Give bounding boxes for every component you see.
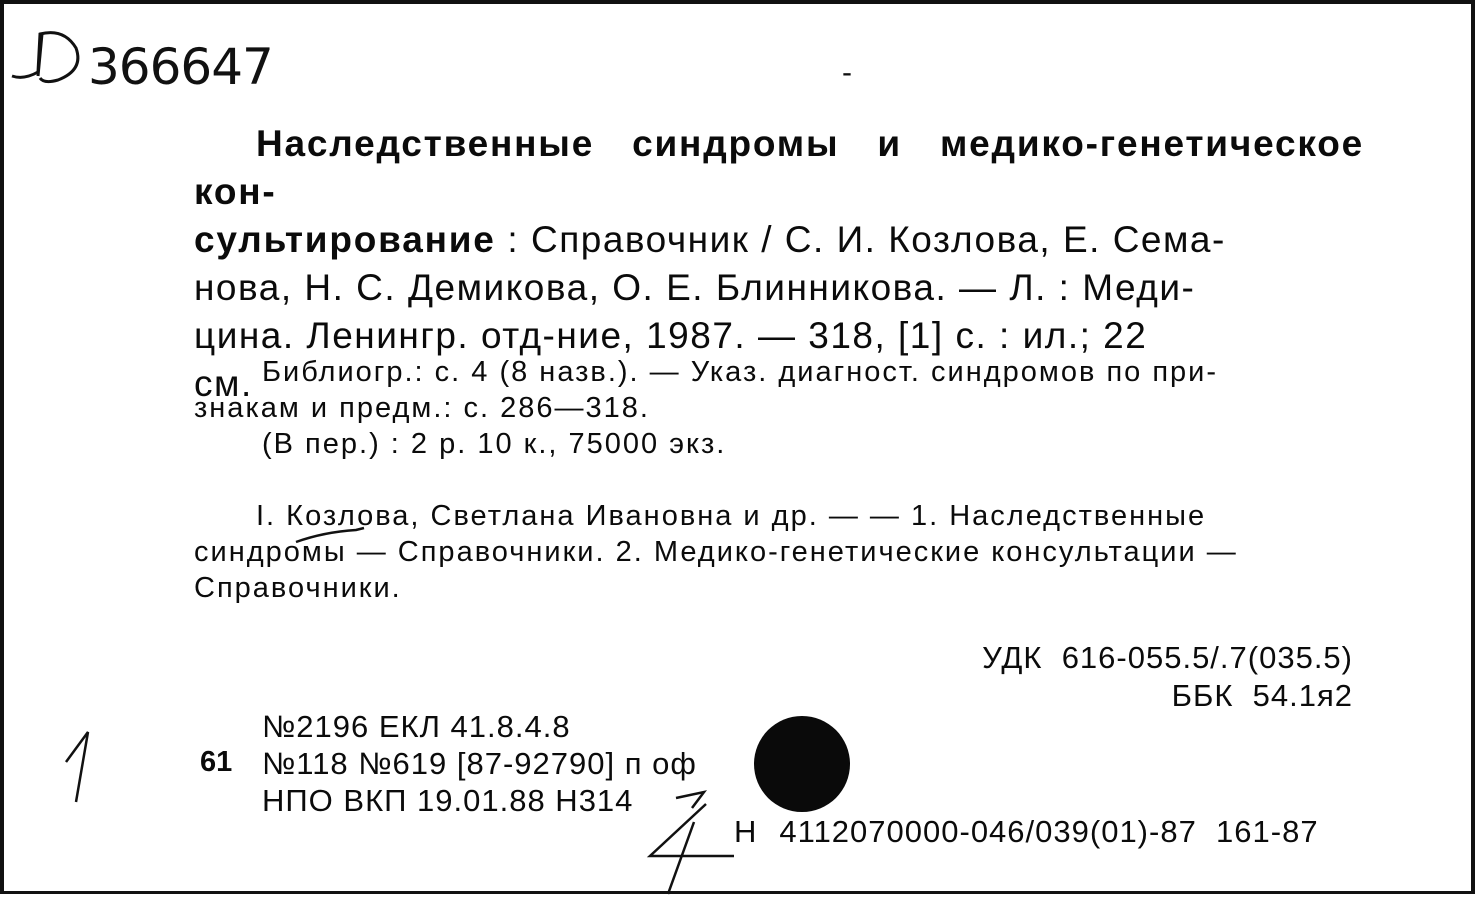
isbn-letter: Н bbox=[734, 814, 758, 849]
title-bold-part1: Наследственные синдромы и медико-генетическое кон- bbox=[194, 123, 1364, 212]
title-rest-line2: : Справочник / С. И. Козлова, Е. Сема- bbox=[495, 219, 1226, 260]
tracing-line3: Справочники. bbox=[194, 572, 402, 604]
registration-line1: №2196 ЕКЛ 41.8.4.8 bbox=[262, 709, 571, 744]
tracing-section bbox=[194, 498, 1364, 606]
card-number-bold: 61 bbox=[200, 746, 233, 778]
isbn-line bbox=[734, 814, 1319, 850]
isbn-code: 4112070000-046/039(01)-87 161-87 bbox=[779, 814, 1319, 849]
udk-code: УДК 616-055.5/.7(035.5) bbox=[982, 640, 1353, 675]
handwritten-one-mark bbox=[66, 732, 88, 802]
tracing-line1: I. Козлова, Светлана Ивановна и др. — — 1. Наследственные bbox=[256, 500, 1207, 532]
entry-line5: см. bbox=[194, 363, 253, 404]
bibliography-notes bbox=[194, 354, 1364, 426]
inventory-code: 366647 bbox=[88, 38, 273, 96]
registration-line2: №118 №619 [87-92790] п оф bbox=[262, 746, 697, 781]
bibliography-line2: знакам и предм.: с. 286—318. bbox=[194, 392, 650, 424]
bbk-code: ББК 54.1я2 bbox=[1171, 678, 1353, 713]
title-bold-part2: сультирование bbox=[194, 219, 496, 260]
tracing-line2: синдромы — Справочники. 2. Медико-генетические консультации — bbox=[194, 536, 1238, 568]
entry-line4: цина. Ленингр. отд-ние, 1987. — 318, [1] с. : ил.; 22 bbox=[194, 315, 1148, 356]
top-dash-mark: - bbox=[842, 56, 852, 89]
entry-line3: нова, Н. С. Демикова, О. Е. Блинникова. — Л. : Меди- bbox=[194, 267, 1196, 308]
price-note: (В пер.) : 2 р. 10 к., 75000 экз. bbox=[262, 428, 727, 460]
registration-block bbox=[262, 708, 697, 819]
bibliography-line1: Библиогр.: с. 4 (8 назв.). — Указ. диагност. синдромов по при- bbox=[262, 356, 1219, 388]
handwritten-d-mark bbox=[12, 33, 78, 82]
card-punch-hole bbox=[754, 716, 850, 812]
registration-line3: НПО ВКП 19.01.88 Н314 bbox=[262, 783, 634, 818]
